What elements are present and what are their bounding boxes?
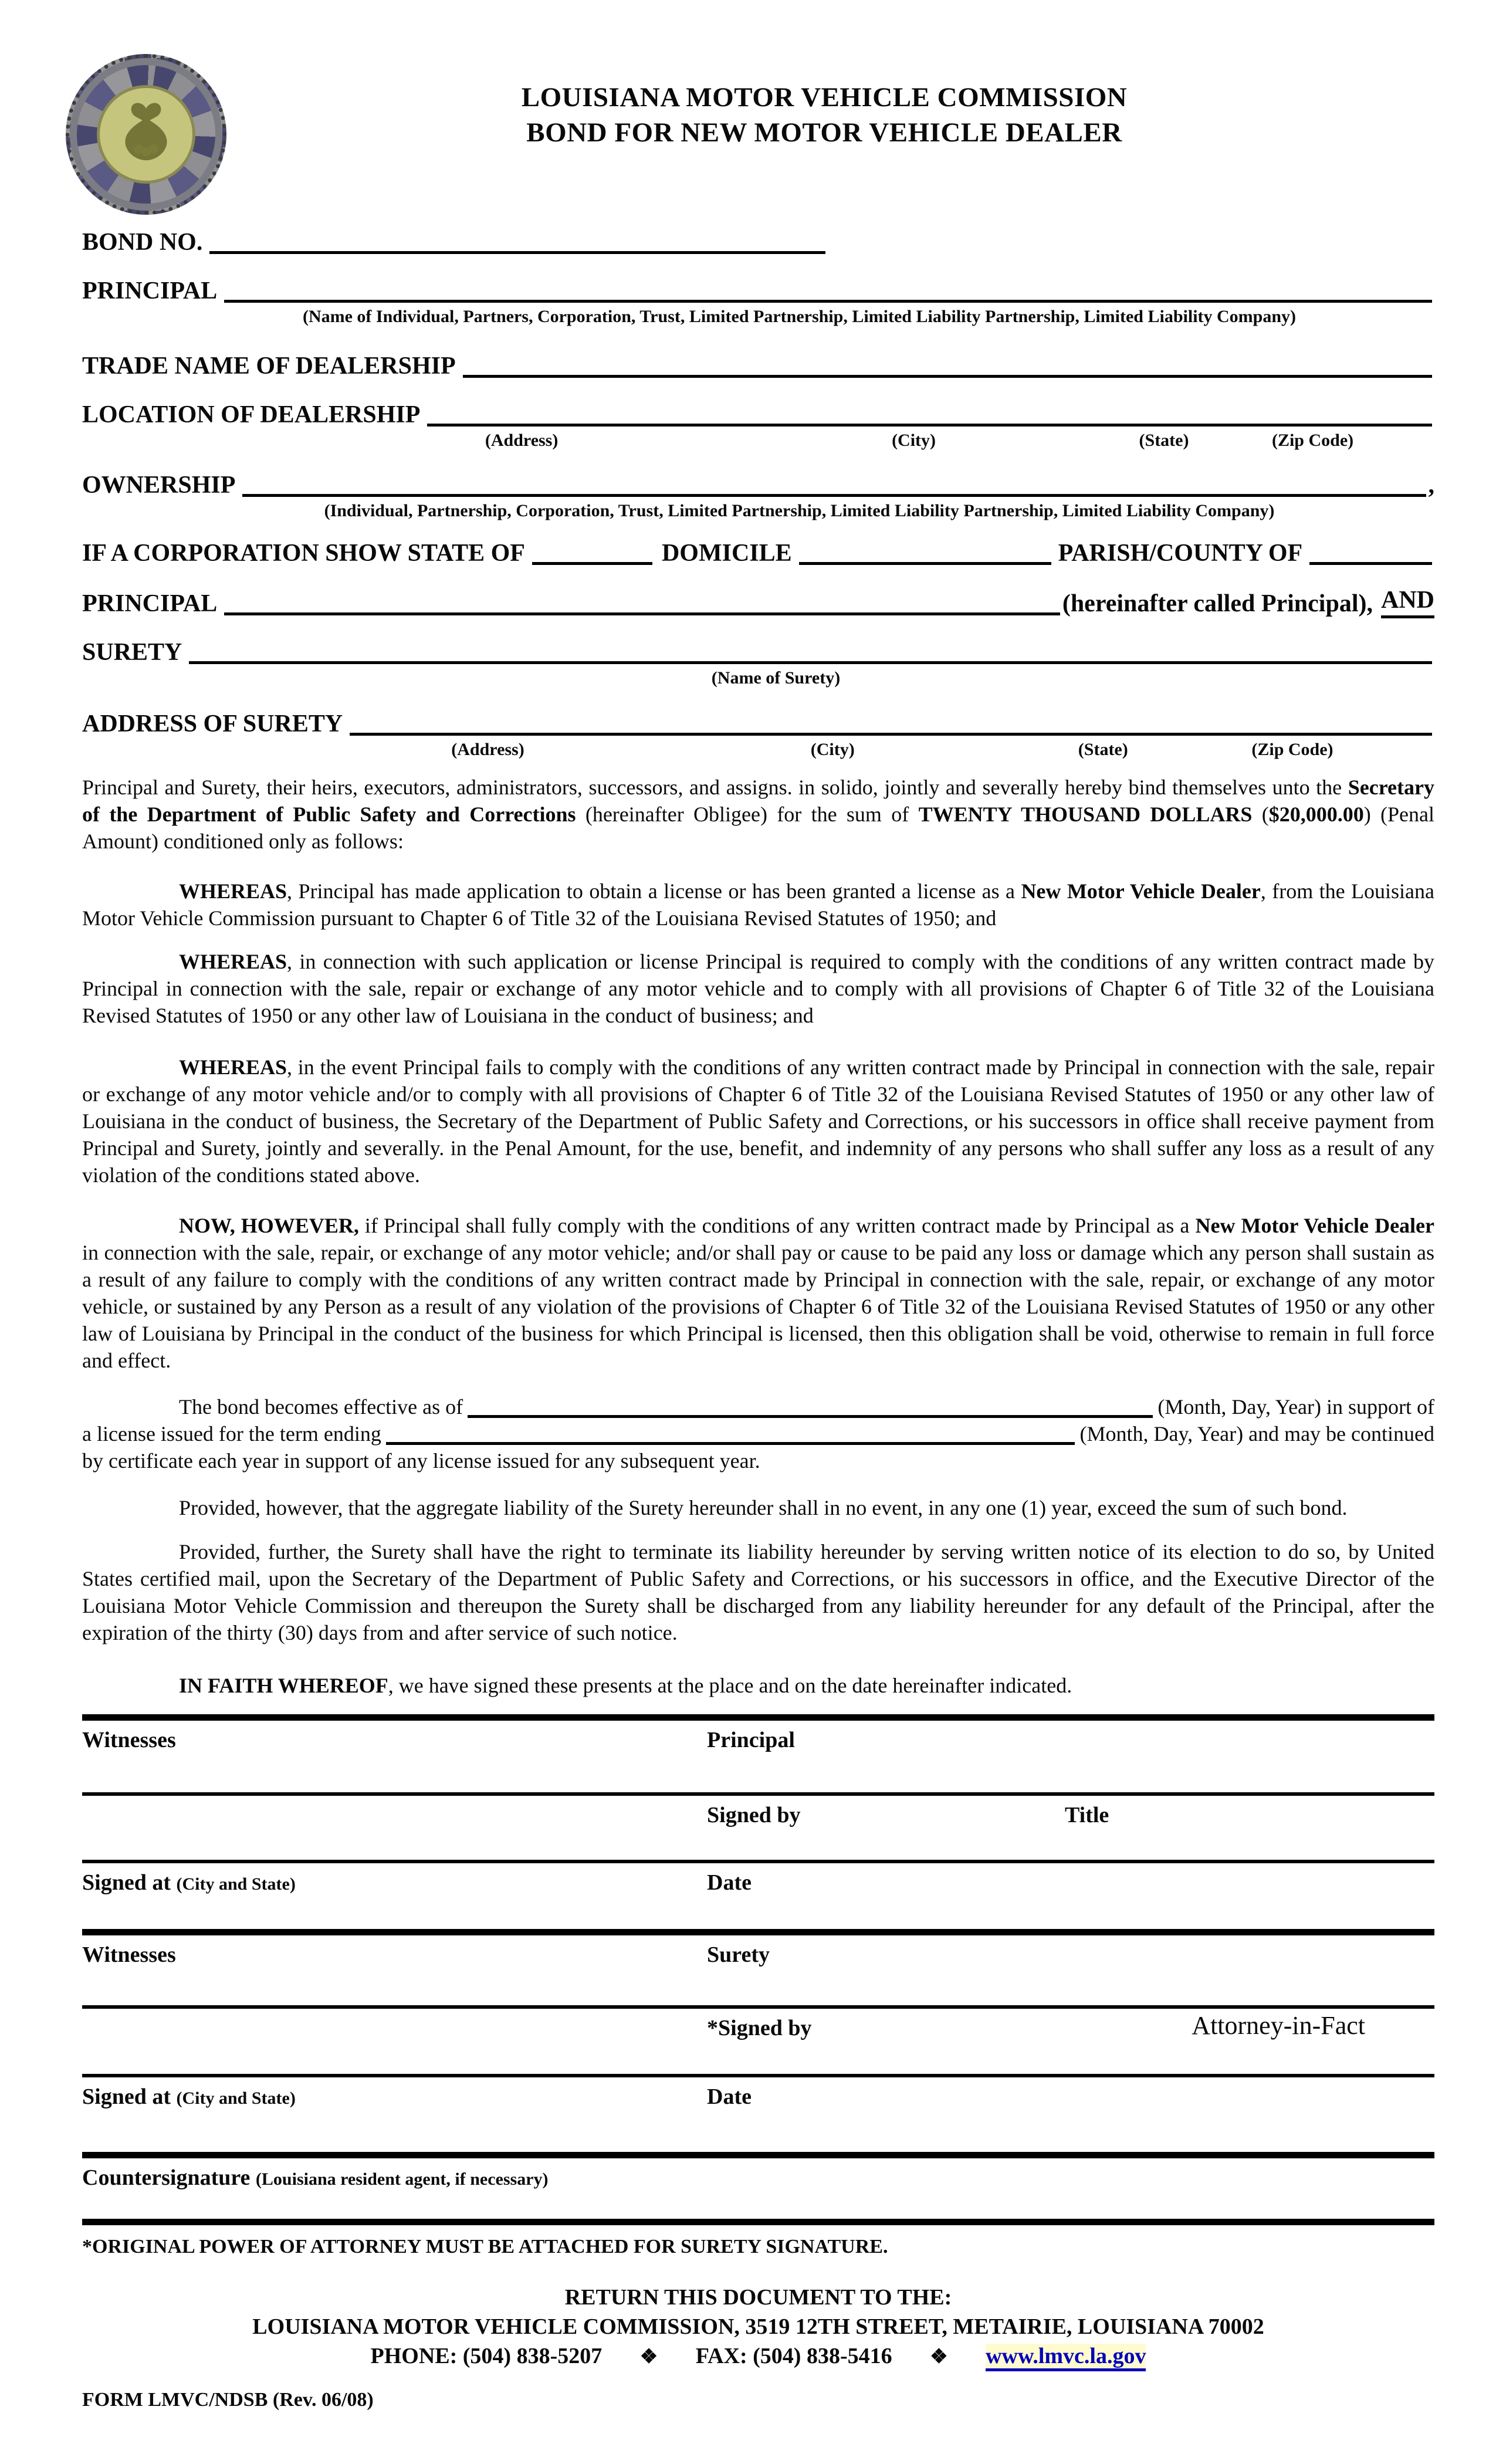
location-label: LOCATION OF DEALERSHIP (82, 401, 421, 428)
term-ending-line (386, 1425, 1075, 1445)
surety-header: Surety (707, 1942, 770, 1967)
surety-address-captions (82, 739, 1434, 761)
witnesses-header: Witnesses (82, 1942, 176, 1967)
paragraph-in-faith: IN FAITH WHEREOF, we have signed these presents at the place and on the date hereinafter indicated. (179, 1674, 1072, 1697)
diamond-separator-icon: ❖ (639, 2346, 658, 2368)
parish-label: PARISH/COUNTY OF (1058, 540, 1303, 567)
paragraph-whereas-3: WHEREAS, in the event Principal fails to comply with the conditions of any written contract made by Principal in connection with the sale, repair or exchange of any motor vehicle and/or to comply with all provisions of Chapter 6 of Title 32 of the Louisiana Revised Statutes of 1950 or any other law of Louisiana in the conduct of business, the Secretary of the Department of Public Safety and Corrections, or his successors in office shall receive payment from Principal and Surety, jointly and severally. in the Penal Amount, for the use, benefit, and indemnity of any persons who shall suffer any loss as a result of any violation of the conditions stated above. (82, 1055, 1434, 1187)
surety-signed-by-row (82, 2009, 1434, 2074)
city-state-note: (City and State) (176, 2089, 296, 2108)
corporation-field (82, 539, 1434, 568)
city-caption: (City) (892, 431, 936, 450)
return-line-2: LOUISIANA MOTOR VEHICLE COMMISSION, 3519 12TH STREET, METAIRIE, LOUISIANA 70002 (252, 2314, 1264, 2339)
title-label: Title (1065, 1803, 1109, 1827)
paragraph-whereas-2: WHEREAS, in connection with such application or license Principal is required to comply with the conditions of any written contract made by Principal in connection with the sale, repair or exchange of any motor vehicle and to comply with all provisions of Chapter 6 of Title 32 of the Louisiana Revised Statutes of 1950 or any other law of Louisiana in the conduct of business; and (82, 950, 1434, 1027)
address-caption: (Address) (451, 740, 524, 759)
principal-header: Principal (707, 1728, 795, 1752)
date-label: Date (707, 1870, 752, 1895)
domicile-label: DOMICILE (661, 540, 792, 567)
power-of-attorney-note: *ORIGINAL POWER OF ATTORNEY MUST BE ATTACHED FOR SURETY SIGNATURE. (82, 2236, 888, 2257)
signature-table (82, 1714, 1434, 2225)
bond-no-line (209, 231, 825, 254)
paragraph-provided-aggregate: Provided, however, that the aggregate liability of the Surety hereunder shall in no event, in any one (1) year, exceed the sum of such bond. (179, 1496, 1348, 1519)
corporation-label: IF A CORPORATION SHOW STATE OF (82, 540, 525, 567)
website-link[interactable]: www.lmvc.la.gov (986, 2344, 1146, 2371)
effective-line2-pre: a license issued for the term ending (82, 1422, 381, 1446)
signed-at-label: Signed at (City and State) (82, 2084, 296, 2109)
surety-line (189, 641, 1432, 664)
trade-name-label: TRADE NAME OF DEALERSHIP (82, 353, 456, 380)
diamond-separator-icon: ❖ (930, 2346, 948, 2368)
rule-double (82, 2152, 1434, 2158)
bond-no-label: BOND NO. (82, 229, 203, 256)
parish-line (1309, 541, 1432, 565)
witnesses-header: Witnesses (82, 1728, 176, 1752)
location-field (82, 400, 1434, 429)
fax-label: FAX: (504) 838-5416 (695, 2344, 892, 2368)
paragraph-binding: Principal and Surety, their heirs, executors, administrators, successors, and assigns. in solido, jointly and severally hereby bind themselves unto the Secretary of the Department of Public Safety and Corrections (hereinafter Obligee) for the sum of TWENTY THOUSAND DOLLARS ($20,000.00) (Penal Amount) conditioned only as follows: (82, 776, 1434, 853)
principal2-line (224, 592, 1060, 615)
effective-line2-post: (Month, Day, Year) and may be continued (1079, 1422, 1434, 1446)
phone-label: PHONE: (504) 838-5207 (370, 2344, 603, 2368)
effective-line1-pre: The bond becomes effective as of (179, 1395, 463, 1419)
countersignature-row (82, 2158, 1434, 2219)
principal2-label: PRINCIPAL (82, 590, 218, 617)
ownership-comma: , (1428, 472, 1434, 499)
title-line-1: LOUISIANA MOTOR VEHICLE COMMISSION (521, 82, 1128, 113)
trade-name-field (82, 351, 1434, 381)
paragraph-whereas-1: WHEREAS, Principal has made application to obtain a license or has been granted a license as a New Motor Vehicle Dealer, from the Louisiana Motor Vehicle Commission pursuant to Chapter 6 of Title 32 of the Louisiana Revised Statutes of 1950; and (82, 879, 1434, 930)
principal-caption: (Name of Individual, Partners, Corporation, Trust, Limited Partnership, Limited Liability Partnership, Limited Liability Company) (302, 307, 1297, 326)
principal-field (82, 276, 1434, 306)
ownership-caption: (Individual, Partnership, Corporation, Trust, Limited Partnership, Limited Liability Partnership, Limited Liability Company) (324, 501, 1275, 520)
state-caption: (State) (1139, 431, 1189, 450)
signed-by-label: Signed by (707, 1803, 801, 1827)
effective-date-line (468, 1398, 1153, 1418)
surety-signed-by-label: *Signed by (707, 2016, 812, 2040)
city-state-note: (City and State) (176, 1874, 296, 1894)
rule-double (82, 1714, 1434, 1721)
effective-line-1 (82, 1393, 1434, 1420)
surety-field (82, 638, 1434, 667)
bond-no-field (82, 228, 1434, 257)
principal-line (224, 279, 1432, 303)
rule-double (82, 1929, 1434, 1935)
surety-address-line (350, 712, 1432, 736)
title-line-2: BOND FOR NEW MOTOR VEHICLE DEALER (526, 117, 1122, 148)
resident-agent-note: (Louisiana resident agent, if necessary) (255, 2169, 549, 2189)
surety-label: SURETY (82, 639, 182, 666)
domicile-line (799, 541, 1051, 565)
city-caption: (City) (810, 740, 855, 759)
ownership-field (82, 471, 1434, 500)
return-instructions (82, 2283, 1434, 2372)
date-label: Date (707, 2084, 752, 2109)
location-line (427, 403, 1432, 427)
principal2-and: AND (1381, 585, 1434, 618)
location-captions (82, 429, 1434, 452)
contact-line (82, 2341, 1434, 2372)
surety-address-label: ADDRESS OF SURETY (82, 710, 343, 737)
address-caption: (Address) (485, 431, 559, 450)
paragraph-provided-terminate: Provided, further, the Surety shall have the right to terminate its liability hereunder by serving written notice of its election to do so, by United States certified mail, upon the Secretary of the Department of Public Safety and Corrections, or his successors in office, and the Executive Director of the Louisiana Motor Vehicle Commission and thereupon the Surety shall be discharged from any liability hereunder for any default of the Principal, after the expiration of the thirty (30) days from and after service of such notice. (82, 1540, 1434, 1644)
surety-caption: (Name of Surety) (711, 668, 841, 688)
principal-hereinafter-field (82, 585, 1434, 618)
principal-label: PRINCIPAL (82, 277, 218, 304)
zip-caption: (Zip Code) (1251, 740, 1333, 759)
zip-caption: (Zip Code) (1271, 431, 1354, 450)
effective-line-3: by certificate each year in support of any license issued for any subsequent year. (82, 1449, 760, 1473)
signed-at-label: Signed at (City and State) (82, 1870, 296, 1895)
corporation-state-line (532, 541, 652, 565)
effective-line-2 (82, 1420, 1434, 1447)
witnesses-principal-row (82, 1721, 1434, 1792)
return-line-1: RETURN THIS DOCUMENT TO THE: (564, 2285, 952, 2310)
state-caption: (State) (1078, 740, 1128, 759)
attorney-in-fact-label: Attorney-in-Fact (1192, 2011, 1365, 2040)
principal2-note: (hereinafter called Principal), (1062, 590, 1373, 617)
principal-signed-by-row (82, 1796, 1434, 1860)
paragraph-now-however: NOW, HOWEVER, if Principal shall fully comply with the conditions of any written contract made by Principal as a New Motor Vehicle Dealer in connection with the sale, repair, or exchange of any motor vehicle; and/or shall pay or cause to be paid any loss or damage which any person shall sustain as a result of any failure to comply with the conditions of any written contract made by Principal in connection with the sale, repair, or exchange of any motor vehicle, or sustained by any Person as a result of any violation of the provisions of Chapter 6 of Title 32 of the Louisiana Revised Statutes of 1950 or any other law of Louisiana by Principal in the conduct of the business for which Principal is licensed, then this obligation shall be void, otherwise to remain in full force and effect. (82, 1214, 1435, 1372)
rule-double (82, 2219, 1434, 2225)
effective-line1-post: (Month, Day, Year) in support of (1157, 1395, 1434, 1419)
form-number: FORM LMVC/NDSB (Rev. 06/08) (82, 2389, 374, 2411)
countersignature-label: Countersignature (Louisiana resident agent, if necessary) (82, 2165, 549, 2190)
surety-signed-at-row (82, 2077, 1434, 2152)
ownership-line (242, 473, 1426, 497)
trade-name-line (463, 354, 1432, 378)
principal-signed-at-row (82, 1863, 1434, 1929)
surety-address-field (82, 709, 1434, 739)
ownership-label: OWNERSHIP (82, 472, 236, 499)
effective-date-section (82, 1393, 1434, 1474)
witnesses-surety-row (82, 1935, 1434, 2005)
